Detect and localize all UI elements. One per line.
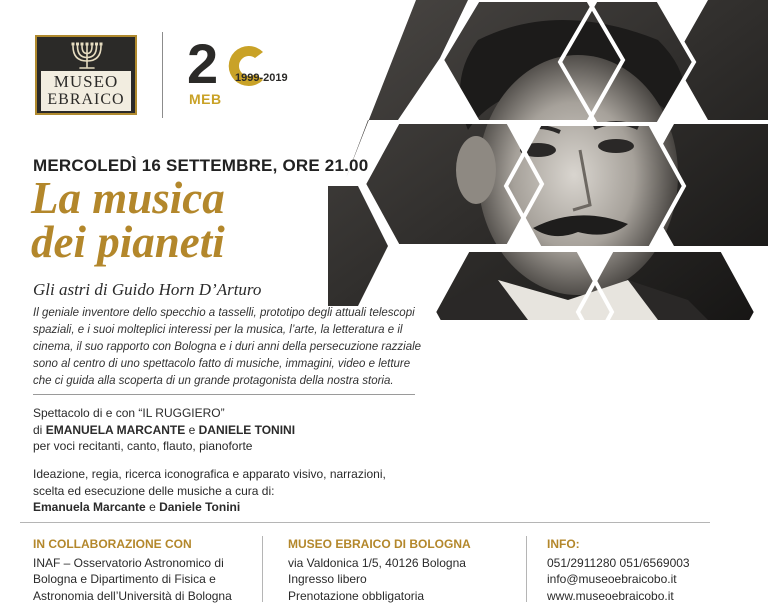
performers-credits bbox=[33, 405, 413, 455]
footer-column-divider bbox=[262, 536, 263, 602]
event-title-line2: dei pianeti bbox=[31, 217, 225, 267]
collaboration-column bbox=[33, 536, 248, 604]
anniversary-logo bbox=[187, 32, 297, 108]
roles-line: per voci recitanti, canto, flauto, pianoforte bbox=[33, 439, 253, 453]
event-title-line1: La musica bbox=[31, 173, 225, 223]
museum-booking: Prenotazione obbligatoria bbox=[288, 588, 425, 603]
footer-column-divider bbox=[526, 536, 527, 602]
info-email-link[interactable]: info@museoebraicobo.it bbox=[547, 572, 677, 586]
museum-column bbox=[288, 536, 518, 604]
museum-entry: Ingresso libero bbox=[288, 572, 367, 586]
event-description bbox=[33, 305, 433, 390]
description-line: che ci guida alla scoperta di un grande protagonista della nostra storia. bbox=[33, 375, 394, 387]
description-line: spaziali, e i suoi molteplici interessi per la musica, l’arte, la letteratura e il bbox=[33, 324, 403, 336]
info-phones: 051/2911280 051/6569003 bbox=[547, 555, 690, 570]
info-column bbox=[547, 536, 747, 604]
curator-1: Emanuela Marcante bbox=[33, 500, 146, 514]
logo-divider bbox=[162, 32, 163, 118]
museum-heading: MUSEO EBRAICO DI BOLOGNA bbox=[288, 537, 471, 551]
info-website-link[interactable]: www.museoebraicobo.it bbox=[547, 588, 674, 603]
curator-2: Daniele Tonini bbox=[159, 500, 241, 514]
direction-line: scelta ed esecuzione delle musiche a cura di: bbox=[33, 483, 275, 498]
show-line: Spettacolo di e con “IL RUGGIERO” bbox=[33, 406, 225, 420]
collaboration-heading: IN COLLABORAZIONE CON bbox=[33, 537, 192, 551]
description-line: cinema, il suo rapporto con Bologna e i duri anni della persecuzione razziale bbox=[33, 341, 422, 353]
performer-2: DANIELE TONINI bbox=[198, 422, 296, 437]
museum-address: via Valdonica 1/5, 40126 Bologna bbox=[288, 555, 466, 570]
anniversary-acronym: MEB bbox=[189, 91, 222, 107]
description-line: Il geniale inventore dello specchio a tasselli, prototipo degli attuali telescopi bbox=[33, 307, 415, 319]
collaboration-line: INAF – Osservatorio Astronomico di bbox=[33, 555, 224, 570]
anniversary-numeral: 2 bbox=[187, 32, 219, 95]
performers-line: di EMANUELA MARCANTE e DANIELE TONINI bbox=[33, 422, 296, 437]
anniversary-years: 1999-2019 bbox=[235, 72, 288, 84]
portrait-hexagon-mosaic bbox=[328, 0, 768, 320]
collaboration-line: Astronomia dell’Università di Bologna bbox=[33, 588, 232, 603]
collaboration-line: Bologna e Dipartimento di Fisica e bbox=[33, 572, 216, 586]
curators-line: Emanuela Marcante e Daniele Tonini bbox=[33, 500, 241, 514]
info-heading: INFO: bbox=[547, 537, 580, 551]
logo-text-museo: MUSEO bbox=[53, 72, 119, 91]
performer-1: EMANUELA MARCANTE bbox=[45, 422, 186, 437]
footer-divider bbox=[20, 522, 710, 523]
event-title bbox=[31, 173, 225, 267]
menorah-icon bbox=[67, 41, 107, 71]
description-line: sono al centro di uno spettacolo fatto di musiche, immagini, video e letture bbox=[33, 358, 411, 370]
logo-plate bbox=[41, 71, 131, 111]
museo-ebraico-logo bbox=[35, 35, 137, 115]
section-divider bbox=[33, 394, 415, 395]
direction-line: Ideazione, regia, ricerca iconografica e apparato visivo, narrazioni, bbox=[33, 467, 386, 481]
event-subtitle: Gli astri di Guido Horn D’Arturo bbox=[33, 280, 262, 299]
event-date: MERCOLEDÌ 16 SETTEMBRE, ORE 21.00 bbox=[33, 156, 369, 175]
direction-credits bbox=[33, 466, 433, 516]
logo-text-ebraico: EBRAICO bbox=[47, 91, 125, 108]
